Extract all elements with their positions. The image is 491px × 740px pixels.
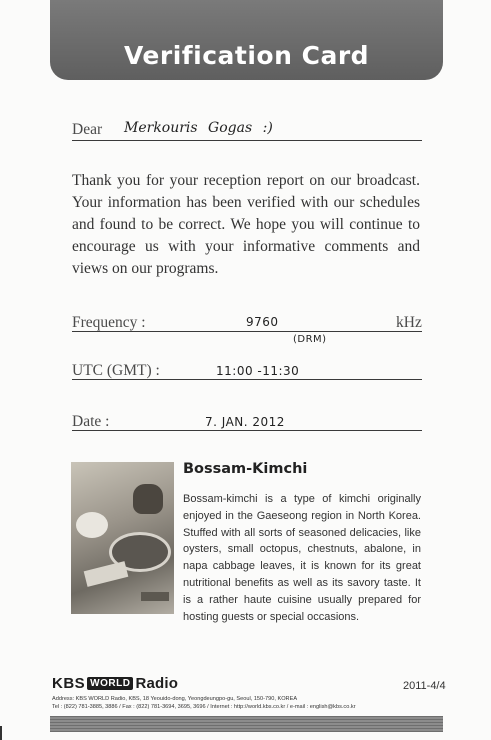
utc-value: 11:00 -11:30 [216,364,300,378]
dear-underline [72,140,422,141]
address-line: Address: KBS WORLD Radio, KBS, 18 Yeouido-dong, Yeongdeungpo-gu, Seoul, 150-790, KOREA [52,696,298,702]
utc-underline [72,379,422,380]
feature-title: Bossam-Kimchi [183,461,308,477]
frequency-value: 9760 [246,315,279,329]
address-block [52,695,452,711]
frequency-label: Frequency : [72,314,146,331]
bottom-band [50,716,443,732]
kbs-world-radio-logo [52,675,178,692]
photo-tag [141,592,169,601]
date-value: 7. JAN. 2012 [205,415,285,429]
contact-line: Tel : (822) 781-3885, 3886 / Fax : (822) 781-3694, 3695, 3696 / Internet : http://world.kbs.co.kr / e-mail : english@kbs.co.kr [52,704,356,710]
logo-world: WORLD [87,677,133,690]
feature-description: Bossam-kimchi is a type of kimchi originally enjoyed in the Gaeseong region in North Korea. Stuffed with all sorts of seasoned delicacies, like oysters, small octopus, chestnuts, abalone, in napa cabbage leaves, it is known for its great nutritional benefits as well as its savory taste. It is a rather haute cuisine usually prepared for hosting guests or special occasions. [183,493,421,623]
photo-bowl-small [76,512,108,538]
frequency-underline [72,331,422,332]
kimchi-photo [71,462,174,614]
photo-jar [133,484,163,514]
utc-label: UTC (GMT) : [72,362,160,379]
recipient-name: Merkouris Gogas :) [124,120,273,136]
edition-code: 2011-4/4 [403,680,446,692]
verification-message: Thank you for your reception report on our broadcast. Your information has been verified with our schedules and found to be correct. We hope you will continue to encourage us with your informative comments and views on our programs. [72,172,420,277]
frequency-unit: kHz [396,314,422,331]
photo-napkin [84,561,129,587]
logo-radio: Radio [135,675,179,692]
frequency-mode-note: (DRM) [293,334,327,345]
date-underline [72,430,422,431]
date-label: Date : [72,413,110,430]
logo-kbs: KBS [52,675,86,692]
title-banner [50,0,443,80]
corner-mark [0,726,2,740]
card-title: Verification Card [123,41,370,70]
dear-label: Dear [72,121,103,138]
